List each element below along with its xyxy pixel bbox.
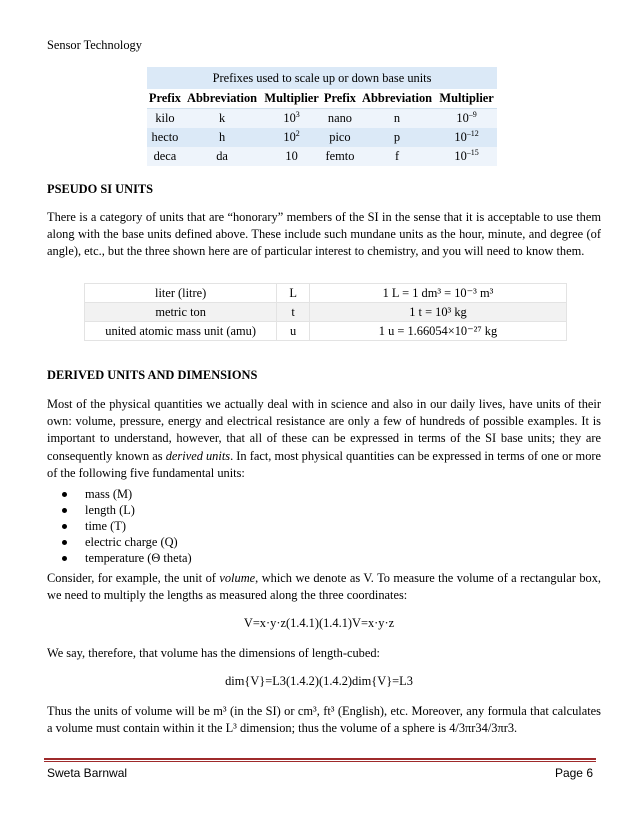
footer-author: Sweta Barnwal xyxy=(47,766,128,780)
unit-name-cell: united atomic mass unit (amu) xyxy=(85,322,277,341)
abbr-cell: f xyxy=(358,147,436,166)
prefix-table xyxy=(147,67,497,166)
abbr-cell: h xyxy=(183,128,261,147)
prefix-cell: deca xyxy=(147,147,183,166)
volume-paragraph: Consider, for example, the unit of volume, which we denote as V. To measure the volume of a rectangular box, we need to multiply the lengths as measured along the three coordinates: xyxy=(47,571,601,603)
table-row xyxy=(85,284,567,303)
section-heading-derived-units: DERIVED UNITS AND DIMENSIONS xyxy=(47,368,258,382)
abbr-cell: n xyxy=(358,109,436,129)
table-row xyxy=(147,109,497,129)
table-row xyxy=(147,128,497,147)
abbr-cell: p xyxy=(358,128,436,147)
unit-symbol-cell: L xyxy=(277,284,310,303)
prefix-cell: femto xyxy=(322,147,358,166)
multiplier-cell: $10^{-12}$ xyxy=(436,128,497,147)
equation-1-4-1: V=x·y·z(1.4.1)(1.4.1)V=x·y·z xyxy=(243,616,395,630)
prefix-cell: pico xyxy=(322,128,358,147)
unit-value-cell: 1 t = 10³ kg xyxy=(309,303,566,322)
multiplier-cell: $10^3$ xyxy=(261,109,322,129)
section-heading-pseudo-si: PSEUDO SI UNITS xyxy=(47,182,154,196)
multiplier-cell: $10^{-9}$ xyxy=(436,109,497,129)
prefix-cell: hecto xyxy=(147,128,183,147)
fundamental-units-list xyxy=(62,486,192,566)
multiplier-cell: 10 xyxy=(261,147,322,166)
abbr-cell: da xyxy=(183,147,261,166)
prefix-cell: kilo xyxy=(147,109,183,129)
unit-symbol-cell: u xyxy=(277,322,310,341)
running-header: Sensor Technology xyxy=(47,38,142,52)
col-header: Prefix xyxy=(147,89,183,109)
multiplier-cell: $10^{-15}$ xyxy=(436,147,497,166)
list-item: temperature (Θ theta) xyxy=(62,550,192,566)
footer-page-number: Page 6 xyxy=(554,766,593,780)
col-header: Multiplier xyxy=(261,89,322,109)
col-header: Prefix xyxy=(322,89,358,109)
list-item: time (T) xyxy=(62,518,192,534)
dimensions-paragraph: We say, therefore, that volume has the dimensions of length-cubed: xyxy=(47,646,380,660)
derived-units-paragraph: Most of the physical quantities we actually deal with in science and also in our daily lives, have units of their own: volume, pressure, energy and electrical resistance are only a few of hundreds of possible examples. It is important to understand, however, that all of these can be expressed in terms of the SI base units; they are consequently known as derived units. In fact, most physical quantities can be expressed in terms of one or more of the following five fundamental units: xyxy=(47,397,602,480)
col-header: Abbreviation xyxy=(358,89,436,109)
table-row xyxy=(85,303,567,322)
footer-rule-thin xyxy=(44,761,596,762)
prefix-table-header-row xyxy=(147,89,497,109)
col-header: Abbreviation xyxy=(183,89,261,109)
unit-value-cell: 1 u = 1.66054×10⁻²⁷ kg xyxy=(309,322,566,341)
unit-symbol-cell: t xyxy=(277,303,310,322)
list-item: mass (M) xyxy=(62,486,192,502)
table-row xyxy=(147,147,497,166)
prefix-cell: nano xyxy=(322,109,358,129)
unit-name-cell: liter (litre) xyxy=(85,284,277,303)
table-row xyxy=(85,322,567,341)
pseudo-units-table xyxy=(84,283,567,341)
prefix-table-caption: Prefixes used to scale up or down base units xyxy=(147,67,497,89)
abbr-cell: k xyxy=(183,109,261,129)
pseudo-si-paragraph: There is a category of units that are “honorary” members of the SI in the sense that it is acceptable to use them along with the base units defined above. These include such mundane units as the hour, minute, and degree (of angle), etc., but the three shown here are of particular interest to chemistry, and you will need to know them. xyxy=(47,210,601,259)
list-item: electric charge (Q) xyxy=(62,534,192,550)
unit-name-cell: metric ton xyxy=(85,303,277,322)
unit-value-cell: 1 L = 1 dm³ = 10⁻³ m³ xyxy=(309,284,566,303)
volume-units-paragraph: Thus the units of volume will be m³ (in the SI) or cm³, ft³ (English), etc. Moreover, any formula that calculates a volume must contain within it the L³ dimension; thus the volume of a sphere is 4/3πr34/3πr3. xyxy=(47,704,601,736)
list-item: length (L) xyxy=(62,502,192,518)
footer-rule xyxy=(44,758,596,760)
equation-1-4-2: dim{V}=L3(1.4.2)(1.4.2)dim{V}=L3 xyxy=(225,674,413,688)
col-header: Multiplier xyxy=(436,89,497,109)
multiplier-cell: $10^2$ xyxy=(261,128,322,147)
